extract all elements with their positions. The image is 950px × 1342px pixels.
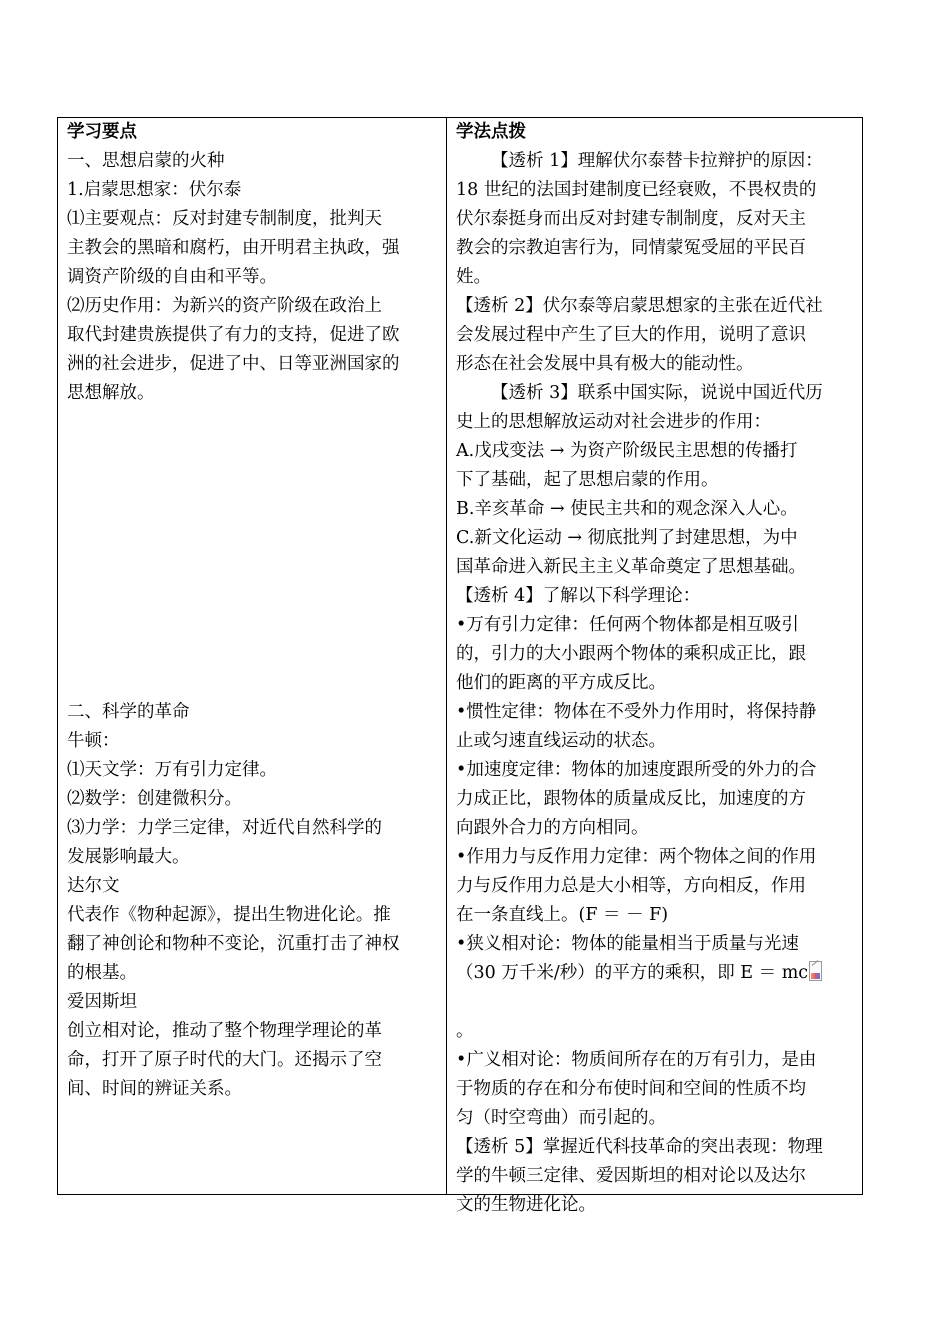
- right-line: 的，引力的大小跟两个物体的乘积成正比，跟: [456, 644, 806, 664]
- left-line: ⑵历史作用：为新兴的资产阶级在政治上: [67, 296, 382, 316]
- right-line: 下了基础，起了思想启蒙的作用。: [456, 470, 719, 490]
- right-line: 【透析 4】了解以下科学理论：: [456, 586, 701, 606]
- left-line: 思想解放。: [67, 383, 155, 403]
- right-line: 在一条直线上。(F ＝ － F): [456, 905, 669, 925]
- right-line: 会发展过程中产生了巨大的作用，说明了意识: [456, 325, 806, 345]
- right-line: 【透析 1】理解伏尔泰替卡拉辩护的原因：: [491, 151, 823, 171]
- right-line: 文的生物进化论。: [456, 1195, 596, 1215]
- right-line: 学的牛顿三定律、爱因斯坦的相对论以及达尔: [456, 1166, 806, 1186]
- right-column: [456, 118, 861, 1220]
- left-line: 翻了神创论和物种不变论，沉重打击了神权: [67, 934, 400, 954]
- left-line: 爱因斯坦: [67, 992, 137, 1012]
- right-line: 【透析 3】联系中国实际，说说中国近代历: [491, 383, 823, 403]
- right-line: A.戊戌变法 → 为资产阶级民主思想的传播打: [456, 441, 798, 461]
- left-line: ⑴主要观点：反对封建专制制度，批判天: [67, 209, 382, 229]
- right-line: 形态在社会发展中具有极大的能动性。: [456, 354, 754, 374]
- left-line: ⑵数学：创建微积分。: [67, 789, 242, 809]
- right-line: B.辛亥革命 → 使民主共和的观念深入人心。: [456, 499, 798, 519]
- left-line: 一、思想启蒙的火种: [67, 151, 225, 171]
- right-line: 伏尔泰挺身而出反对封建专制制度，反对天主: [456, 209, 806, 229]
- broken-image-icon: [809, 961, 822, 981]
- column-divider: [446, 118, 447, 1194]
- right-line: 向跟外合力的方向相同。: [456, 818, 649, 838]
- right-line: 史上的思想解放运动对社会进步的作用：: [456, 412, 771, 432]
- left-line: 达尔文: [67, 876, 120, 896]
- right-line: 国革命进入新民主主义革命奠定了思想基础。: [456, 557, 806, 577]
- right-line: 于物质的存在和分布使时间和空间的性质不均: [456, 1079, 806, 1099]
- left-line: 取代封建贵族提供了有力的支持，促进了欧: [67, 325, 400, 345]
- left-line: 洲的社会进步，促进了中、日等亚洲国家的: [67, 354, 400, 374]
- left-line: ⑶力学：力学三定律，对近代自然科学的: [67, 818, 382, 838]
- left-line: 牛顿：: [67, 731, 120, 751]
- right-line: •万有引力定律：任何两个物体都是相互吸引: [456, 615, 799, 635]
- right-line: •惯性定律：物体在不受外力作用时，将保持静: [456, 702, 817, 722]
- formula-line: [456, 959, 861, 988]
- right-line: 。: [456, 1021, 474, 1041]
- left-header: 学习要点: [67, 122, 137, 142]
- right-line: •作用力与反作用力定律：两个物体之间的作用: [456, 847, 817, 867]
- right-line: •广义相对论：物质间所存在的万有引力，是由: [456, 1050, 817, 1070]
- left-line: 间、时间的辨证关系。: [67, 1079, 242, 1099]
- right-line: C.新文化运动 → 彻底批判了封建思想，为中: [456, 528, 798, 548]
- right-line: 止或匀速直线运动的状态。: [456, 731, 666, 751]
- right-line: 【透析 2】伏尔泰等启蒙思想家的主张在近代社: [456, 296, 823, 316]
- right-line: •加速度定律：物体的加速度跟所受的外力的合: [456, 760, 817, 780]
- right-line: 教会的宗教迫害行为，同情蒙冤受屈的平民百: [456, 238, 806, 258]
- left-line: 命，打开了原子时代的大门。还揭示了空: [67, 1050, 382, 1070]
- right-line: 力与反作用力总是大小相等，方向相反，作用: [456, 876, 806, 896]
- right-header: 学法点拨: [456, 122, 526, 142]
- left-line: 代表作《物种起源》，提出生物进化论。推: [67, 905, 391, 925]
- right-line: 姓。: [456, 267, 491, 287]
- right-line: 力成正比，跟物体的质量成反比，加速度的方: [456, 789, 806, 809]
- right-line: 匀（时空弯曲）而引起的。: [456, 1108, 666, 1128]
- left-line: 二、科学的革命: [67, 702, 190, 722]
- left-line: ⑴天文学：万有引力定律。: [67, 760, 277, 780]
- left-line: 主教会的黑暗和腐朽，由开明君主执政，强: [67, 238, 400, 258]
- right-line: 【透析 5】掌握近代科技革命的突出表现：物理: [456, 1137, 823, 1157]
- left-line: 创立相对论，推动了整个物理学理论的革: [67, 1021, 382, 1041]
- right-line: 他们的距离的平方成反比。: [456, 673, 666, 693]
- left-column: [67, 118, 439, 1104]
- right-line: •狭义相对论：物体的能量相当于质量与光速: [456, 934, 799, 954]
- right-line: （30 万千米/秒）的平方的乘积，即 E ＝ mc: [456, 963, 809, 983]
- left-line: 1.启蒙思想家：伏尔泰: [67, 180, 242, 200]
- right-line: 18 世纪的法国封建制度已经衰败，不畏权贵的: [456, 180, 817, 200]
- study-table: [57, 117, 863, 1215]
- left-line: 发展影响最大。: [67, 847, 190, 867]
- left-line: 调资产阶级的自由和平等。: [67, 267, 277, 287]
- left-line: 的根基。: [67, 963, 137, 983]
